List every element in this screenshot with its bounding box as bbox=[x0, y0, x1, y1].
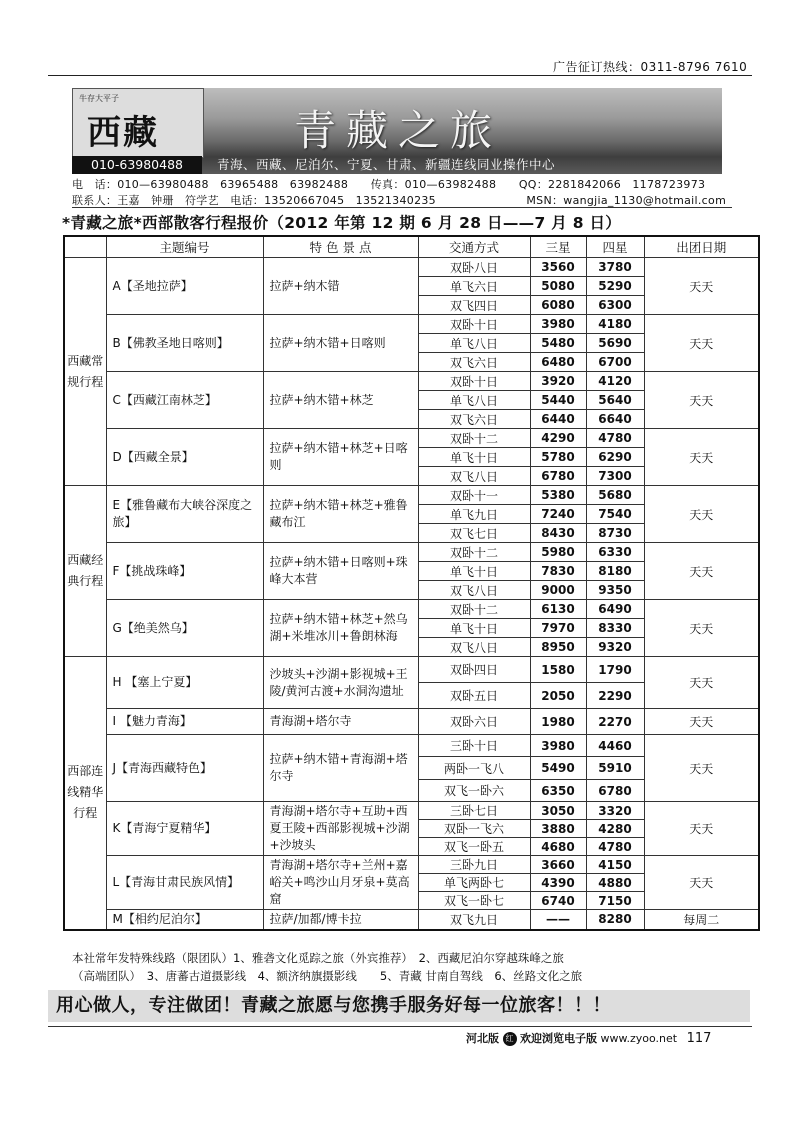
three-star-price: 5440 bbox=[530, 391, 586, 410]
three-star-price: 3050 bbox=[530, 802, 586, 820]
banner-phone: 010-63980488 bbox=[72, 156, 202, 174]
route-spots: 拉萨+纳木错+日喀则+珠峰大本营 bbox=[263, 543, 418, 600]
three-star-price: 8950 bbox=[530, 638, 586, 657]
transport-cell: 双飞八日 bbox=[418, 581, 530, 600]
three-star-price: 7240 bbox=[530, 505, 586, 524]
three-star-price: 8430 bbox=[530, 524, 586, 543]
three-star-price: 9000 bbox=[530, 581, 586, 600]
four-star-price: 4120 bbox=[586, 372, 644, 391]
four-star-price: 6300 bbox=[586, 296, 644, 315]
three-star-price: 5490 bbox=[530, 757, 586, 780]
route-spots: 拉萨+纳木错 bbox=[263, 258, 418, 315]
four-star-price: 5290 bbox=[586, 277, 644, 296]
transport-cell: 三卧九日 bbox=[418, 856, 530, 874]
four-star-price: 5690 bbox=[586, 334, 644, 353]
transport-cell: 双卧五日 bbox=[418, 683, 530, 709]
four-star-price: 3320 bbox=[586, 802, 644, 820]
transport-header: 交通方式 bbox=[418, 236, 530, 258]
three-star-price: 1580 bbox=[530, 657, 586, 683]
departure-date: 天天 bbox=[644, 372, 759, 429]
note-line: （高端团队） 3、唐蕃古道摄影线 4、额济纳旗摄影线 5、青藏 甘南自驾线 6、丝路文化之旅 bbox=[72, 969, 583, 983]
transport-cell: 双卧六日 bbox=[418, 709, 530, 735]
transport-cell: 双卧十二 bbox=[418, 429, 530, 448]
table-row bbox=[64, 856, 759, 874]
table-header-row bbox=[64, 236, 759, 258]
departure-date: 天天 bbox=[644, 600, 759, 657]
transport-cell: 双卧十日 bbox=[418, 372, 530, 391]
table-row bbox=[64, 258, 759, 277]
transport-cell: 三卧十日 bbox=[418, 735, 530, 757]
three-star-price: 1980 bbox=[530, 709, 586, 735]
three-star-price: 6480 bbox=[530, 353, 586, 372]
note-line: 本社常年发特殊线路（限团队）1、雅砻文化觅踪之旅（外宾推荐） 2、西藏尼泊尔穿越珠峰之旅 bbox=[72, 951, 564, 965]
departure-date: 天天 bbox=[644, 709, 759, 735]
three-star-price: 4290 bbox=[530, 429, 586, 448]
transport-cell: 双卧十一 bbox=[418, 486, 530, 505]
transport-cell: 两卧一飞八 bbox=[418, 757, 530, 780]
three-star-price: —— bbox=[530, 910, 586, 930]
four-star-price: 8180 bbox=[586, 562, 644, 581]
logo-small-text: 牛存大平子 bbox=[79, 94, 119, 103]
three-star-price: 3980 bbox=[530, 315, 586, 334]
four-star-price: 1790 bbox=[586, 657, 644, 683]
route-theme: D【西藏全景】 bbox=[106, 429, 263, 486]
four-star-price: 3780 bbox=[586, 258, 644, 277]
three-star-price: 6740 bbox=[530, 892, 586, 910]
banner bbox=[72, 88, 722, 174]
transport-cell: 双卧八日 bbox=[418, 258, 530, 277]
table-row bbox=[64, 657, 759, 683]
route-theme: B【佛教圣地日喀则】 bbox=[106, 315, 263, 372]
three-star-price: 6440 bbox=[530, 410, 586, 429]
route-theme: K【青海宁夏精华】 bbox=[106, 802, 263, 856]
route-spots: 拉萨+纳木错+林芝+日喀则 bbox=[263, 429, 418, 486]
logo-text: 西藏 bbox=[87, 113, 159, 153]
transport-cell: 双飞一卧五 bbox=[418, 838, 530, 856]
table-row bbox=[64, 735, 759, 757]
header-rule bbox=[48, 75, 752, 76]
three-star-price: 3660 bbox=[530, 856, 586, 874]
route-theme: M【相约尼泊尔】 bbox=[106, 910, 263, 930]
route-spots: 青海湖+塔尔寺+互助+西夏王陵+西部影视城+沙湖+沙坡头 bbox=[263, 802, 418, 856]
four-star-price: 4460 bbox=[586, 735, 644, 757]
transport-cell: 单飞十日 bbox=[418, 448, 530, 467]
route-theme: F【挑战珠峰】 bbox=[106, 543, 263, 600]
transport-cell: 双卧十日 bbox=[418, 315, 530, 334]
route-spots: 沙坡头+沙湖+影视城+王陵/黄河古渡+水洞沟遗址 bbox=[263, 657, 418, 709]
four-star-price: 6490 bbox=[586, 600, 644, 619]
three-star-header: 三星 bbox=[530, 236, 586, 258]
three-star-price: 6780 bbox=[530, 467, 586, 486]
transport-cell: 单飞九日 bbox=[418, 505, 530, 524]
route-spots: 青海湖+塔尔寺+兰州+嘉峪关+鸣沙山月牙泉+莫高窟 bbox=[263, 856, 418, 910]
transport-cell: 双飞八日 bbox=[418, 638, 530, 657]
route-theme: I 【魅力青海】 bbox=[106, 709, 263, 735]
four-star-price: 7540 bbox=[586, 505, 644, 524]
route-theme: J【青海西藏特色】 bbox=[106, 735, 263, 802]
four-star-price: 2290 bbox=[586, 683, 644, 709]
route-theme: A【圣地拉萨】 bbox=[106, 258, 263, 315]
four-star-header: 四星 bbox=[586, 236, 644, 258]
transport-cell: 单飞十日 bbox=[418, 562, 530, 581]
transport-cell: 双卧十二 bbox=[418, 543, 530, 562]
three-star-price: 2050 bbox=[530, 683, 586, 709]
banner-tagline: 青海、西藏、尼泊尔、宁夏、甘肃、新疆连线同业操作中心 bbox=[217, 157, 556, 172]
four-star-price: 6290 bbox=[586, 448, 644, 467]
contact-persons: 联系人：王嘉 钟珊 符学艺 电话：13520667045 13521340235 MSN：wangjia_1130@hotmail.com bbox=[72, 194, 727, 207]
four-star-price: 6780 bbox=[586, 780, 644, 802]
route-spots: 青海湖+塔尔寺 bbox=[263, 709, 418, 735]
departure-date: 天天 bbox=[644, 543, 759, 600]
four-star-price: 4180 bbox=[586, 315, 644, 334]
four-star-price: 7150 bbox=[586, 892, 644, 910]
four-star-price: 4780 bbox=[586, 429, 644, 448]
contact-phones: 电 话：010—63980488 63965488 63982488 传真：010—63982488 QQ：2281842066 1178723973 bbox=[72, 178, 706, 191]
ad-hotline: 广告征订热线：0311-8796 7610 bbox=[553, 60, 748, 74]
four-star-price: 5640 bbox=[586, 391, 644, 410]
footer-url[interactable]: www.zyoo.net bbox=[600, 1032, 678, 1045]
departure-date: 天天 bbox=[644, 429, 759, 486]
transport-cell: 双卧一飞六 bbox=[418, 820, 530, 838]
three-star-price: 6130 bbox=[530, 600, 586, 619]
table-row bbox=[64, 600, 759, 619]
footer-text: 欢迎浏览电子版 bbox=[520, 1032, 597, 1045]
three-star-price: 3980 bbox=[530, 735, 586, 757]
table-row bbox=[64, 315, 759, 334]
departure-date: 天天 bbox=[644, 486, 759, 543]
four-star-price: 8280 bbox=[586, 910, 644, 930]
route-spots: 拉萨+纳木错+林芝 bbox=[263, 372, 418, 429]
transport-cell: 三卧七日 bbox=[418, 802, 530, 820]
page-number: 117 bbox=[686, 1031, 712, 1046]
table-row bbox=[64, 486, 759, 505]
route-theme: H 【塞上宁夏】 bbox=[106, 657, 263, 709]
three-star-price: 6080 bbox=[530, 296, 586, 315]
three-star-price: 5780 bbox=[530, 448, 586, 467]
transport-cell: 单飞八日 bbox=[418, 391, 530, 410]
transport-cell: 单飞十日 bbox=[418, 619, 530, 638]
table-row bbox=[64, 429, 759, 448]
three-star-price: 5480 bbox=[530, 334, 586, 353]
four-star-price: 4880 bbox=[586, 874, 644, 892]
departure-date: 天天 bbox=[644, 657, 759, 709]
transport-cell: 双飞六日 bbox=[418, 410, 530, 429]
edition-label: 河北版 bbox=[466, 1032, 499, 1045]
spots-header: 特 色 景 点 bbox=[263, 236, 418, 258]
route-spots: 拉萨+纳木错+林芝+然乌湖+米堆冰川+鲁朗林海 bbox=[263, 600, 418, 657]
three-star-price: 3920 bbox=[530, 372, 586, 391]
table-row bbox=[64, 372, 759, 391]
category-header bbox=[64, 236, 106, 258]
table-row bbox=[64, 543, 759, 562]
transport-cell: 单飞两卧七 bbox=[418, 874, 530, 892]
transport-cell: 双卧十二 bbox=[418, 600, 530, 619]
four-star-price: 5680 bbox=[586, 486, 644, 505]
four-star-price: 6700 bbox=[586, 353, 644, 372]
transport-cell: 双飞七日 bbox=[418, 524, 530, 543]
three-star-price: 7830 bbox=[530, 562, 586, 581]
route-spots: 拉萨+纳木错+青海湖+塔尔寺 bbox=[263, 735, 418, 802]
three-star-price: 5380 bbox=[530, 486, 586, 505]
three-star-price: 5980 bbox=[530, 543, 586, 562]
badge-icon: 红 bbox=[503, 1032, 517, 1046]
route-spots: 拉萨+纳木错+林芝+雅鲁藏布江 bbox=[263, 486, 418, 543]
footer-rule bbox=[48, 1026, 752, 1027]
route-theme: L【青海甘肃民族风情】 bbox=[106, 856, 263, 910]
category-cell: 西藏经典行程 bbox=[64, 486, 106, 657]
three-star-price: 4390 bbox=[530, 874, 586, 892]
slogan-banner: 用心做人，专注做团！青藏之旅愿与您携手服务好每一位旅客！！！ bbox=[48, 990, 750, 1022]
four-star-price: 6640 bbox=[586, 410, 644, 429]
table-row bbox=[64, 709, 759, 735]
price-table bbox=[63, 235, 760, 931]
transport-cell: 双飞八日 bbox=[418, 467, 530, 486]
four-star-price: 6330 bbox=[586, 543, 644, 562]
four-star-price: 4150 bbox=[586, 856, 644, 874]
four-star-price: 7300 bbox=[586, 467, 644, 486]
departure-date: 天天 bbox=[644, 315, 759, 372]
category-cell: 西部连线精华行程 bbox=[64, 657, 106, 930]
route-theme: G【绝美然乌】 bbox=[106, 600, 263, 657]
banner-title: 青藏之旅 bbox=[294, 106, 503, 155]
three-star-price: 3880 bbox=[530, 820, 586, 838]
three-star-price: 6350 bbox=[530, 780, 586, 802]
transport-cell: 双飞四日 bbox=[418, 296, 530, 315]
special-routes-note bbox=[72, 949, 752, 985]
three-star-price: 3560 bbox=[530, 258, 586, 277]
transport-cell: 单飞八日 bbox=[418, 334, 530, 353]
four-star-price: 9320 bbox=[586, 638, 644, 657]
category-cell: 西藏常规行程 bbox=[64, 258, 106, 486]
logo bbox=[72, 88, 204, 158]
three-star-price: 7970 bbox=[530, 619, 586, 638]
departure-date: 天天 bbox=[644, 258, 759, 315]
departure-date: 每周二 bbox=[644, 910, 759, 930]
departure-date: 天天 bbox=[644, 802, 759, 856]
departure-date: 天天 bbox=[644, 856, 759, 910]
four-star-price: 2270 bbox=[586, 709, 644, 735]
footer bbox=[466, 1030, 711, 1046]
route-theme: C【西藏江南林芝】 bbox=[106, 372, 263, 429]
contact-separator bbox=[72, 207, 732, 208]
four-star-price: 8330 bbox=[586, 619, 644, 638]
four-star-price: 5910 bbox=[586, 757, 644, 780]
table-row bbox=[64, 802, 759, 820]
three-star-price: 5080 bbox=[530, 277, 586, 296]
four-star-price: 9350 bbox=[586, 581, 644, 600]
departure-header: 出团日期 bbox=[644, 236, 759, 258]
route-spots: 拉萨+纳木错+日喀则 bbox=[263, 315, 418, 372]
table-row bbox=[64, 910, 759, 930]
route-spots: 拉萨/加都/博卡拉 bbox=[263, 910, 418, 930]
theme-header: 主题编号 bbox=[106, 236, 263, 258]
transport-cell: 双飞一卧七 bbox=[418, 892, 530, 910]
transport-cell: 双卧四日 bbox=[418, 657, 530, 683]
four-star-price: 4780 bbox=[586, 838, 644, 856]
transport-cell: 双飞六日 bbox=[418, 353, 530, 372]
four-star-price: 4280 bbox=[586, 820, 644, 838]
transport-cell: 双飞一卧六 bbox=[418, 780, 530, 802]
three-star-price: 4680 bbox=[530, 838, 586, 856]
transport-cell: 单飞六日 bbox=[418, 277, 530, 296]
four-star-price: 8730 bbox=[586, 524, 644, 543]
price-list-title: *青藏之旅*西部散客行程报价（2012 年第 12 期 6 月 28 日——7 月 8 日） bbox=[62, 214, 622, 232]
route-theme: E【雅鲁藏布大峡谷深度之旅】 bbox=[106, 486, 263, 543]
transport-cell: 双飞九日 bbox=[418, 910, 530, 930]
departure-date: 天天 bbox=[644, 735, 759, 802]
